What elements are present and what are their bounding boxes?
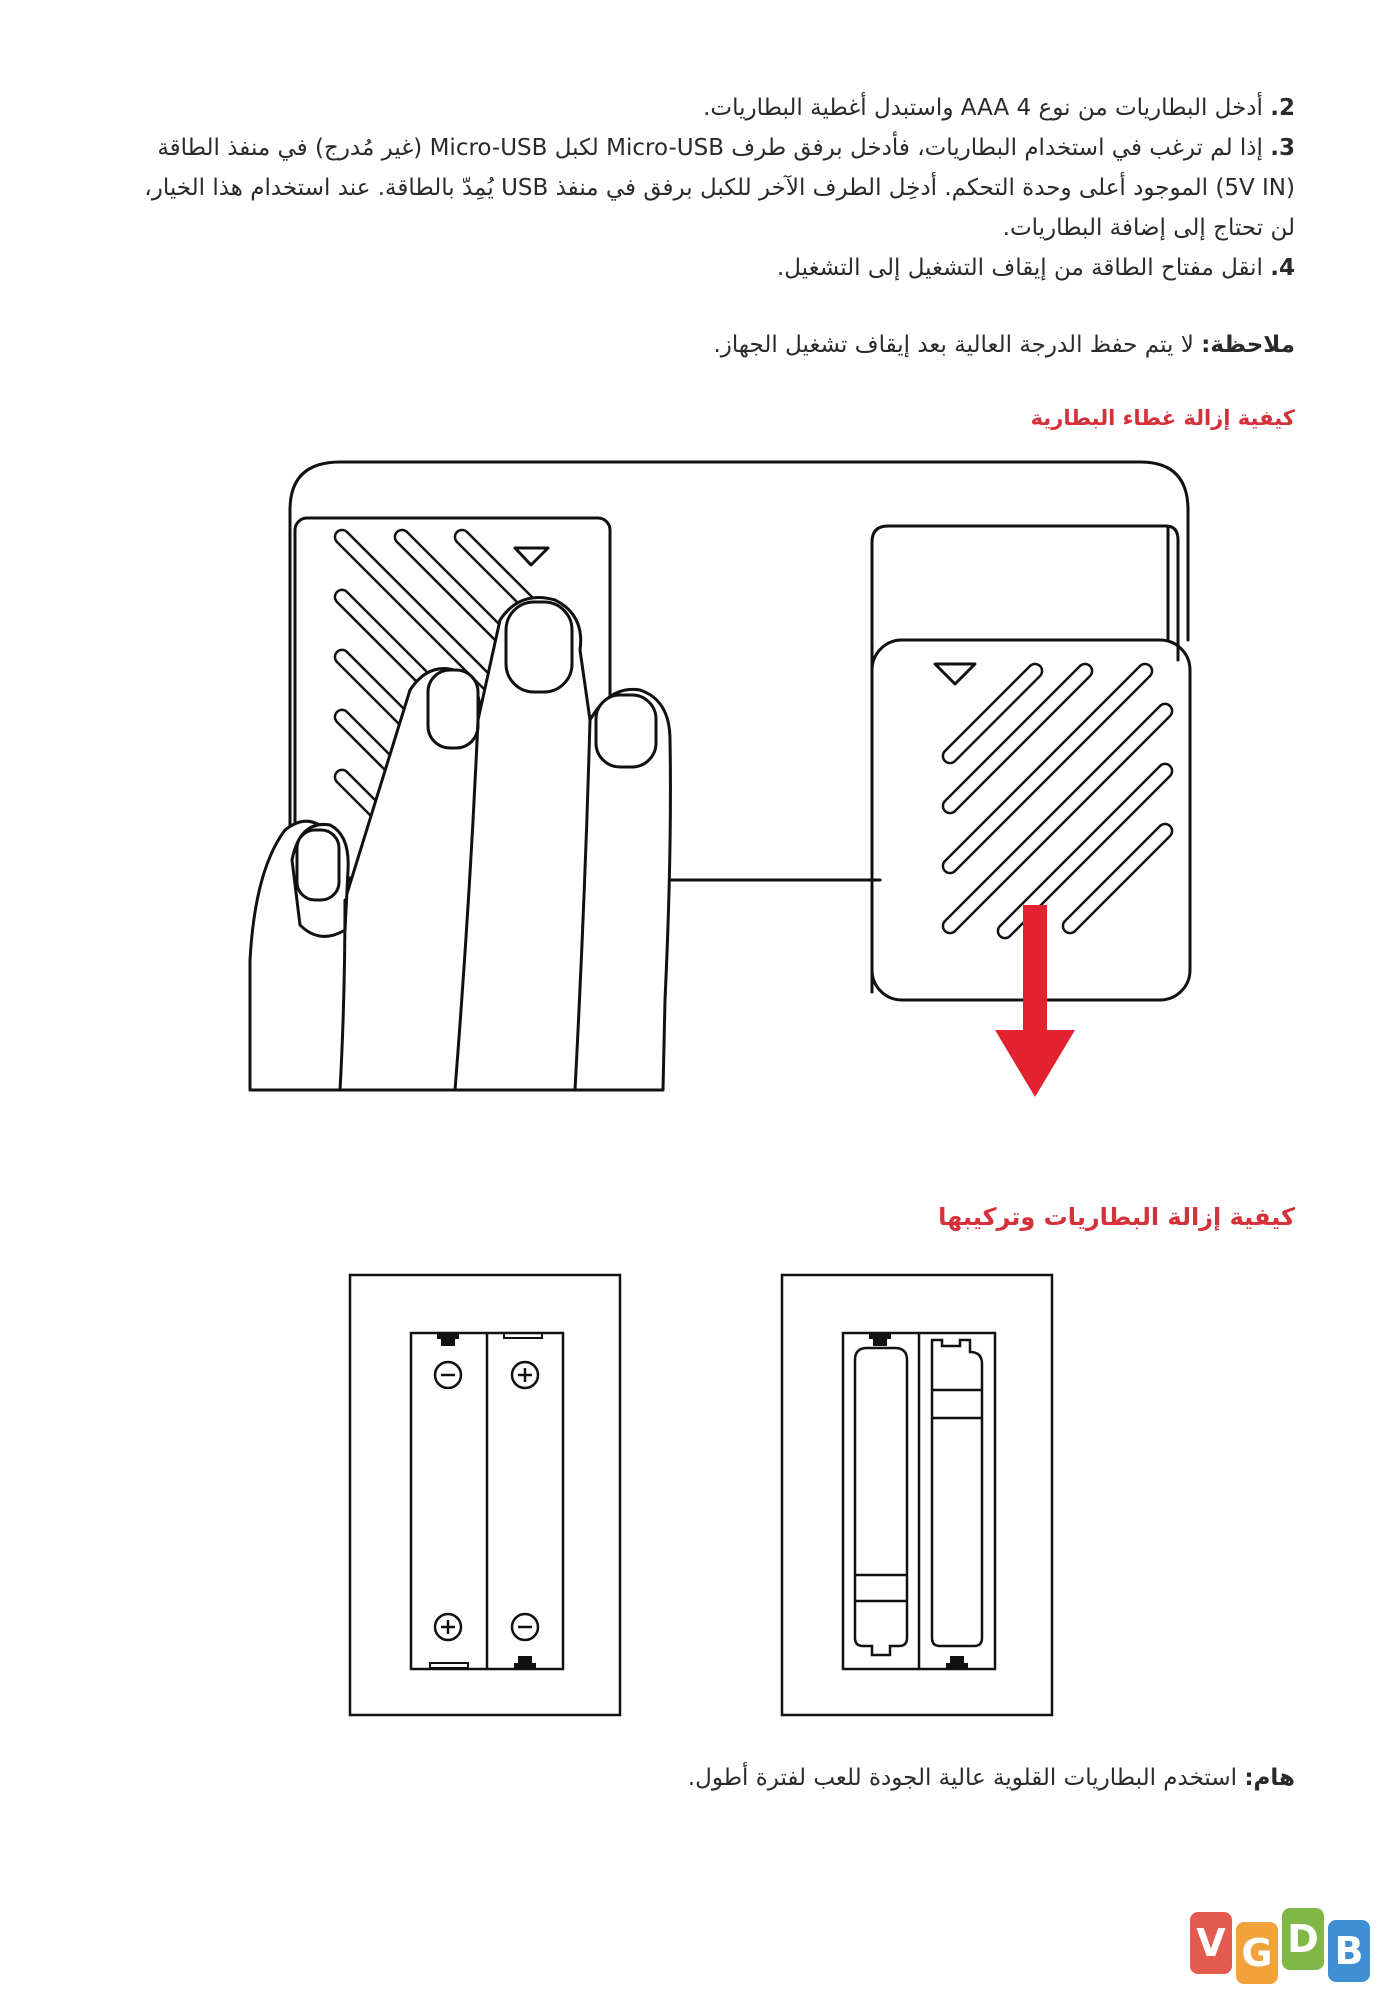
loaded-compartment-frame — [782, 1275, 1052, 1715]
step-number: 2. — [1270, 95, 1295, 121]
note-text: لا يتم حفظ الدرجة العالية بعد إيقاف تشغيل الجهاز. — [713, 332, 1202, 358]
logo-letter-g: G — [1236, 1922, 1278, 1984]
step-text: أدخل البطاريات من نوع 4 AAA واستبدل أغطية البطاريات. — [703, 95, 1271, 121]
step-number: 4. — [1270, 255, 1295, 281]
section-title-remove-cover: كيفية إزالة غطاء البطارية — [1030, 406, 1295, 430]
empty-compartment-frame — [350, 1275, 620, 1715]
battery-cover-illustration — [230, 450, 1200, 1100]
battery-aaa — [932, 1340, 982, 1646]
step-2 — [115, 88, 1295, 128]
note-paragraph — [115, 325, 1295, 365]
important-paragraph — [115, 1758, 1295, 1798]
vgdb-logo — [1190, 1908, 1380, 1988]
step-text: انقل مفتاح الطاقة من إيقاف التشغيل إلى التشغيل. — [776, 255, 1271, 281]
step-text: إذا لم ترغب في استخدام البطاريات، فأدخل برفق طرف Micro-USB لكبل Micro-USB (غير مُدرج) في منفذ الطاقة (5V IN) الموجود أعلى وحدة التحكم. أدخِل الطرف الآخر للكبل برفق في منفذ USB يُمِدّ بالطاقة. عند استخدام هذا الخيار، لن تحتاج إلى إضافة البطاريات. — [144, 135, 1295, 241]
battery-aaa — [855, 1348, 907, 1655]
instruction-steps — [115, 88, 1295, 288]
step-number: 3. — [1270, 135, 1295, 161]
logo-letter-v: V — [1190, 1912, 1232, 1974]
triangle-marker-icon — [515, 548, 548, 565]
battery-compartment-illustration — [340, 1265, 1060, 1725]
note-label: ملاحظة: — [1201, 332, 1295, 358]
important-text: استخدم البطاريات القلوية عالية الجودة للعب لفترة أطول. — [687, 1765, 1245, 1791]
step-3 — [115, 128, 1295, 248]
triangle-marker-icon — [935, 664, 975, 684]
section-title-batteries: كيفية إزالة البطاريات وتركيبها — [938, 1203, 1295, 1231]
step-4 — [115, 248, 1295, 288]
logo-letter-d: D — [1282, 1908, 1324, 1970]
logo-letter-b: B — [1328, 1920, 1370, 1982]
important-label: هام: — [1244, 1765, 1295, 1791]
